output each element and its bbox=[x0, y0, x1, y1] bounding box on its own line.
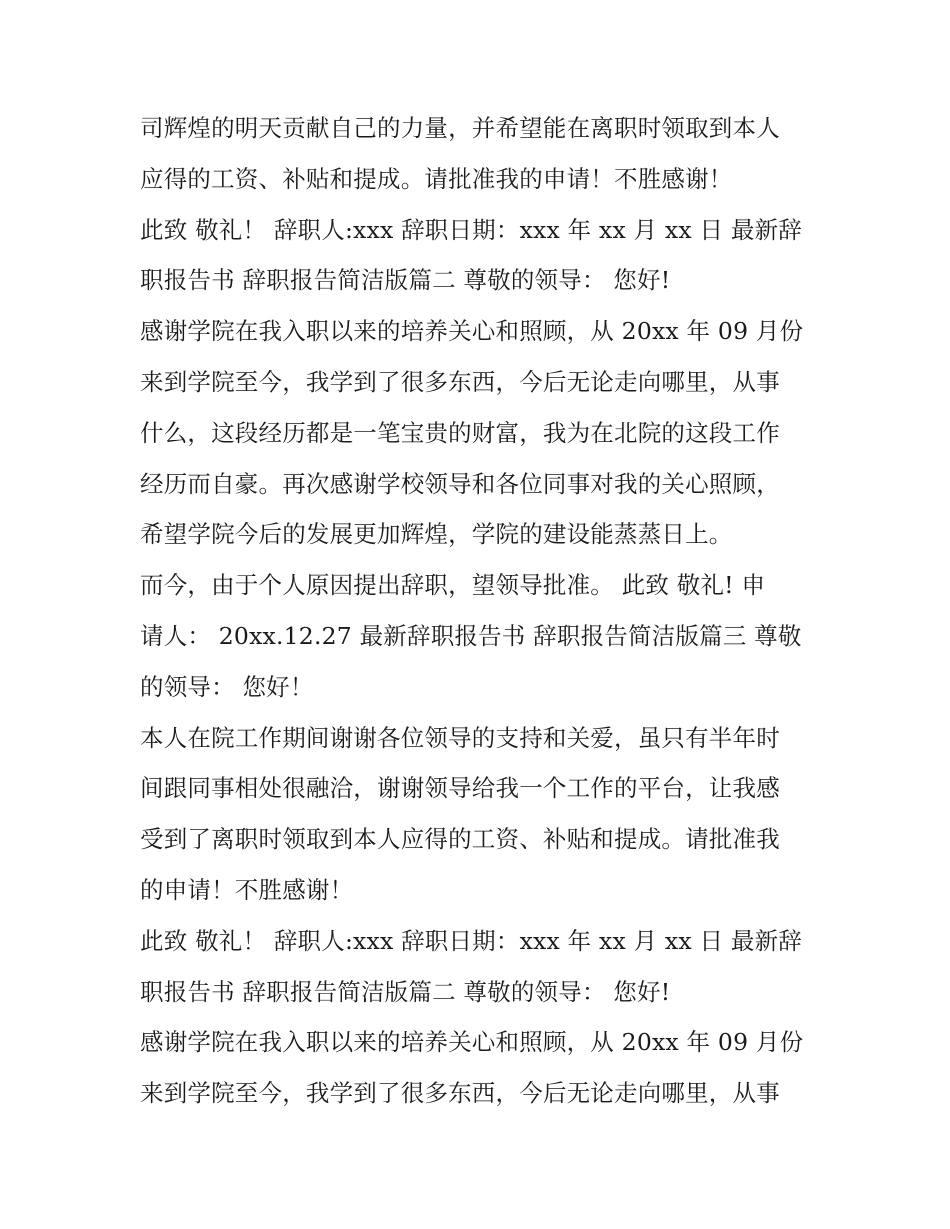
text-line: 经历而自豪。再次感谢学校领导和各位同事对我的关心照顾， bbox=[140, 469, 780, 498]
text-line: 感谢学院在我入职以来的培养关心和照顾，从 20xx 年 09 月份 bbox=[140, 1028, 804, 1057]
text-line: 司辉煌的明天贡献自己的力量，并希望能在离职时领取到本人 bbox=[140, 114, 780, 142]
text-line: 感谢学院在我入职以来的培养关心和照顾，从 20xx 年 09 月份 bbox=[140, 317, 804, 346]
text-line: 的申请！不胜感谢！ bbox=[140, 875, 354, 904]
text-line: 而今，由于个人原因提出辞职，望领导批准。 此致 敬礼! 申 bbox=[140, 571, 766, 600]
text-line: 受到了离职时领取到本人应得的工资、补贴和提成。请批准我 bbox=[140, 825, 780, 854]
text-line: 此致 敬礼！ 辞职人:xxx 辞职日期：xxx 年 xx 月 xx 日 最新辞 bbox=[140, 926, 802, 955]
text-line: 职报告书 辞职报告简洁版篇二 尊敬的领导： 您好! bbox=[140, 977, 671, 1006]
text-line: 间跟同事相处很融洽，谢谢领导给我一个工作的平台，让我感 bbox=[140, 774, 780, 803]
text-line: 本人在院工作期间谢谢各位领导的支持和关爱，虽只有半年时 bbox=[140, 723, 780, 752]
text-line: 希望学院今后的发展更加辉煌，学院的建设能蒸蒸日上。 bbox=[140, 520, 733, 549]
text-line: 的领导： 您好！ bbox=[140, 672, 314, 701]
document-body bbox=[140, 103, 830, 1119]
text-line: 来到学院至今，我学到了很多东西，今后无论走向哪里，从事 bbox=[140, 367, 780, 396]
text-line: 来到学院至今，我学到了很多东西，今后无论走向哪里，从事 bbox=[140, 1079, 780, 1108]
text-line: 应得的工资、补贴和提成。请批准我的申请！不胜感谢！ bbox=[140, 164, 733, 193]
text-line: 什么，这段经历都是一笔宝贵的财富，我为在北院的这段工作 bbox=[140, 418, 780, 447]
text-line: 职报告书 辞职报告简洁版篇二 尊敬的领导： 您好! bbox=[140, 266, 671, 295]
text-line: 请人： 20xx.12.27 最新辞职报告书 辞职报告简洁版篇三 尊敬 bbox=[140, 621, 802, 650]
text-line: 此致 敬礼！ 辞职人:xxx 辞职日期：xxx 年 xx 月 xx 日 最新辞 bbox=[140, 215, 802, 244]
